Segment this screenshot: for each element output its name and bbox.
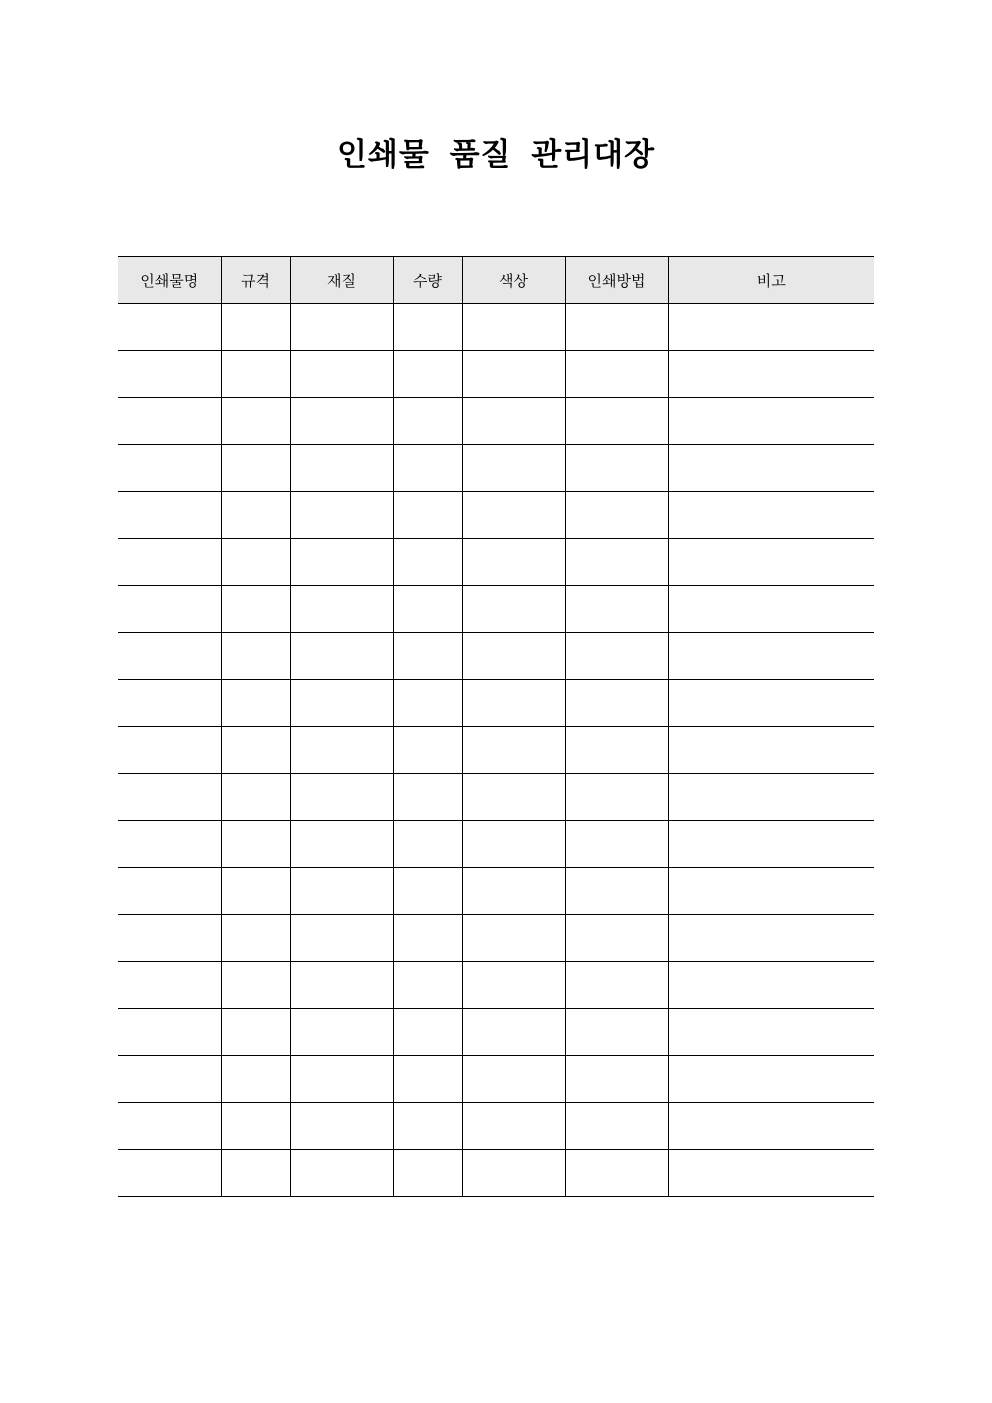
table-cell[interactable] <box>565 445 668 492</box>
table-cell[interactable] <box>221 445 290 492</box>
table-row <box>118 680 874 727</box>
table-cell[interactable] <box>462 1056 565 1103</box>
table-cell[interactable] <box>668 304 874 351</box>
column-header-color: 색상 <box>462 257 565 304</box>
table-cell[interactable] <box>221 962 290 1009</box>
table-cell[interactable] <box>565 351 668 398</box>
table-row <box>118 351 874 398</box>
table-cell[interactable] <box>290 492 393 539</box>
table-cell[interactable] <box>565 633 668 680</box>
table-cell[interactable] <box>221 1009 290 1056</box>
table-cell[interactable] <box>668 915 874 962</box>
table-cell[interactable] <box>393 445 462 492</box>
table-cell[interactable] <box>565 680 668 727</box>
table-cell[interactable] <box>462 492 565 539</box>
table-cell[interactable] <box>565 1103 668 1150</box>
table-cell[interactable] <box>462 586 565 633</box>
table-cell[interactable] <box>462 1009 565 1056</box>
table-cell[interactable] <box>668 727 874 774</box>
table-cell[interactable] <box>565 586 668 633</box>
table-cell[interactable] <box>462 304 565 351</box>
table-cell[interactable] <box>221 774 290 821</box>
table-cell[interactable] <box>393 586 462 633</box>
table-cell[interactable] <box>462 774 565 821</box>
table-cell[interactable] <box>393 774 462 821</box>
table-cell[interactable] <box>221 586 290 633</box>
table-cell[interactable] <box>221 1056 290 1103</box>
table-cell[interactable] <box>565 1056 668 1103</box>
table-cell[interactable] <box>462 445 565 492</box>
table-cell[interactable] <box>221 492 290 539</box>
table-cell[interactable] <box>393 1009 462 1056</box>
table-cell[interactable] <box>393 1056 462 1103</box>
table-cell[interactable] <box>290 351 393 398</box>
table-cell[interactable] <box>118 774 221 821</box>
table-cell[interactable] <box>221 1103 290 1150</box>
table-cell[interactable] <box>118 492 221 539</box>
table-cell[interactable] <box>118 680 221 727</box>
table-cell[interactable] <box>462 915 565 962</box>
table-cell[interactable] <box>118 351 221 398</box>
table-cell[interactable] <box>118 962 221 1009</box>
table-cell[interactable] <box>290 821 393 868</box>
table-row <box>118 586 874 633</box>
table-cell[interactable] <box>221 915 290 962</box>
table-cell[interactable] <box>118 398 221 445</box>
table-cell[interactable] <box>290 304 393 351</box>
table-cell[interactable] <box>118 586 221 633</box>
table-cell[interactable] <box>462 821 565 868</box>
table-cell[interactable] <box>668 398 874 445</box>
table-cell[interactable] <box>221 539 290 586</box>
table-cell[interactable] <box>565 868 668 915</box>
table-cell[interactable] <box>668 1009 874 1056</box>
table-row <box>118 774 874 821</box>
table-cell[interactable] <box>221 727 290 774</box>
table-body <box>118 304 874 1197</box>
table-row <box>118 1056 874 1103</box>
table-cell[interactable] <box>393 351 462 398</box>
table-cell[interactable] <box>221 821 290 868</box>
table-cell[interactable] <box>393 1103 462 1150</box>
table-cell[interactable] <box>290 868 393 915</box>
table-cell[interactable] <box>221 351 290 398</box>
table-row <box>118 1150 874 1197</box>
table-cell[interactable] <box>668 1150 874 1197</box>
table-cell[interactable] <box>118 915 221 962</box>
table-cell[interactable] <box>118 1056 221 1103</box>
table-cell[interactable] <box>393 633 462 680</box>
table-cell[interactable] <box>290 1009 393 1056</box>
table-cell[interactable] <box>393 680 462 727</box>
table-cell[interactable] <box>221 868 290 915</box>
table-cell[interactable] <box>393 727 462 774</box>
table-cell[interactable] <box>118 727 221 774</box>
table-cell[interactable] <box>565 492 668 539</box>
table-cell[interactable] <box>290 774 393 821</box>
table-row <box>118 539 874 586</box>
table-cell[interactable] <box>290 680 393 727</box>
column-header-quantity: 수량 <box>393 257 462 304</box>
table-row <box>118 1009 874 1056</box>
table-cell[interactable] <box>393 915 462 962</box>
table-cell[interactable] <box>462 1103 565 1150</box>
table-cell[interactable] <box>118 868 221 915</box>
table-row <box>118 821 874 868</box>
table-row <box>118 398 874 445</box>
table-cell[interactable] <box>221 304 290 351</box>
table-cell[interactable] <box>462 633 565 680</box>
table-cell[interactable] <box>221 398 290 445</box>
quality-register-table <box>118 256 874 1197</box>
table-cell[interactable] <box>393 492 462 539</box>
table-cell[interactable] <box>565 539 668 586</box>
table-cell[interactable] <box>668 445 874 492</box>
table-row <box>118 304 874 351</box>
table-cell[interactable] <box>565 727 668 774</box>
table-row <box>118 868 874 915</box>
table-cell[interactable] <box>393 1150 462 1197</box>
table-cell[interactable] <box>462 962 565 1009</box>
table-row <box>118 962 874 1009</box>
header-row <box>118 257 874 304</box>
table-cell[interactable] <box>118 821 221 868</box>
table-cell[interactable] <box>565 962 668 1009</box>
table-cell[interactable] <box>221 633 290 680</box>
table-cell[interactable] <box>668 868 874 915</box>
table-cell[interactable] <box>668 680 874 727</box>
table-cell[interactable] <box>290 633 393 680</box>
table-cell[interactable] <box>668 962 874 1009</box>
table-cell[interactable] <box>462 727 565 774</box>
table-cell[interactable] <box>118 1103 221 1150</box>
table-cell[interactable] <box>118 539 221 586</box>
table-cell[interactable] <box>290 1150 393 1197</box>
table-cell[interactable] <box>565 304 668 351</box>
table-cell[interactable] <box>668 586 874 633</box>
table-cell[interactable] <box>668 539 874 586</box>
column-header-item-name: 인쇄물명 <box>118 257 221 304</box>
table-cell[interactable] <box>290 1103 393 1150</box>
table-cell[interactable] <box>118 1009 221 1056</box>
table-cell[interactable] <box>668 821 874 868</box>
table-cell[interactable] <box>565 774 668 821</box>
table-cell[interactable] <box>393 539 462 586</box>
table-row <box>118 445 874 492</box>
table-row <box>118 915 874 962</box>
table-cell[interactable] <box>565 398 668 445</box>
table-cell[interactable] <box>668 774 874 821</box>
table-cell[interactable] <box>668 351 874 398</box>
table-cell[interactable] <box>462 680 565 727</box>
table-cell[interactable] <box>393 821 462 868</box>
table-cell[interactable] <box>290 727 393 774</box>
column-header-print-method: 인쇄방법 <box>565 257 668 304</box>
table-cell[interactable] <box>565 1150 668 1197</box>
table-cell[interactable] <box>462 868 565 915</box>
column-header-remarks: 비고 <box>668 257 874 304</box>
table-cell[interactable] <box>462 398 565 445</box>
table-cell[interactable] <box>221 1150 290 1197</box>
table-cell[interactable] <box>668 1103 874 1150</box>
table-cell[interactable] <box>462 539 565 586</box>
table-cell[interactable] <box>290 915 393 962</box>
table-cell[interactable] <box>290 398 393 445</box>
table-row <box>118 492 874 539</box>
table-cell[interactable] <box>290 1056 393 1103</box>
table-cell[interactable] <box>668 1056 874 1103</box>
table-cell[interactable] <box>668 492 874 539</box>
table-cell[interactable] <box>393 398 462 445</box>
table-cell[interactable] <box>393 304 462 351</box>
table-cell[interactable] <box>118 633 221 680</box>
table-cell[interactable] <box>393 962 462 1009</box>
table-row <box>118 633 874 680</box>
table-cell[interactable] <box>118 1150 221 1197</box>
table-cell[interactable] <box>290 962 393 1009</box>
table-cell[interactable] <box>462 351 565 398</box>
table-cell[interactable] <box>290 586 393 633</box>
table-cell[interactable] <box>462 1150 565 1197</box>
table-cell[interactable] <box>290 539 393 586</box>
table-cell[interactable] <box>118 304 221 351</box>
table-row <box>118 1103 874 1150</box>
table-cell[interactable] <box>565 915 668 962</box>
column-header-material: 재질 <box>290 257 393 304</box>
column-header-size: 규격 <box>221 257 290 304</box>
table-cell[interactable] <box>118 445 221 492</box>
table-cell[interactable] <box>668 633 874 680</box>
page-title: 인쇄물 품질 관리대장 <box>336 137 656 173</box>
table-cell[interactable] <box>290 445 393 492</box>
table-cell[interactable] <box>565 1009 668 1056</box>
table-cell[interactable] <box>393 868 462 915</box>
table-cell[interactable] <box>221 680 290 727</box>
table-row <box>118 727 874 774</box>
table-cell[interactable] <box>565 821 668 868</box>
